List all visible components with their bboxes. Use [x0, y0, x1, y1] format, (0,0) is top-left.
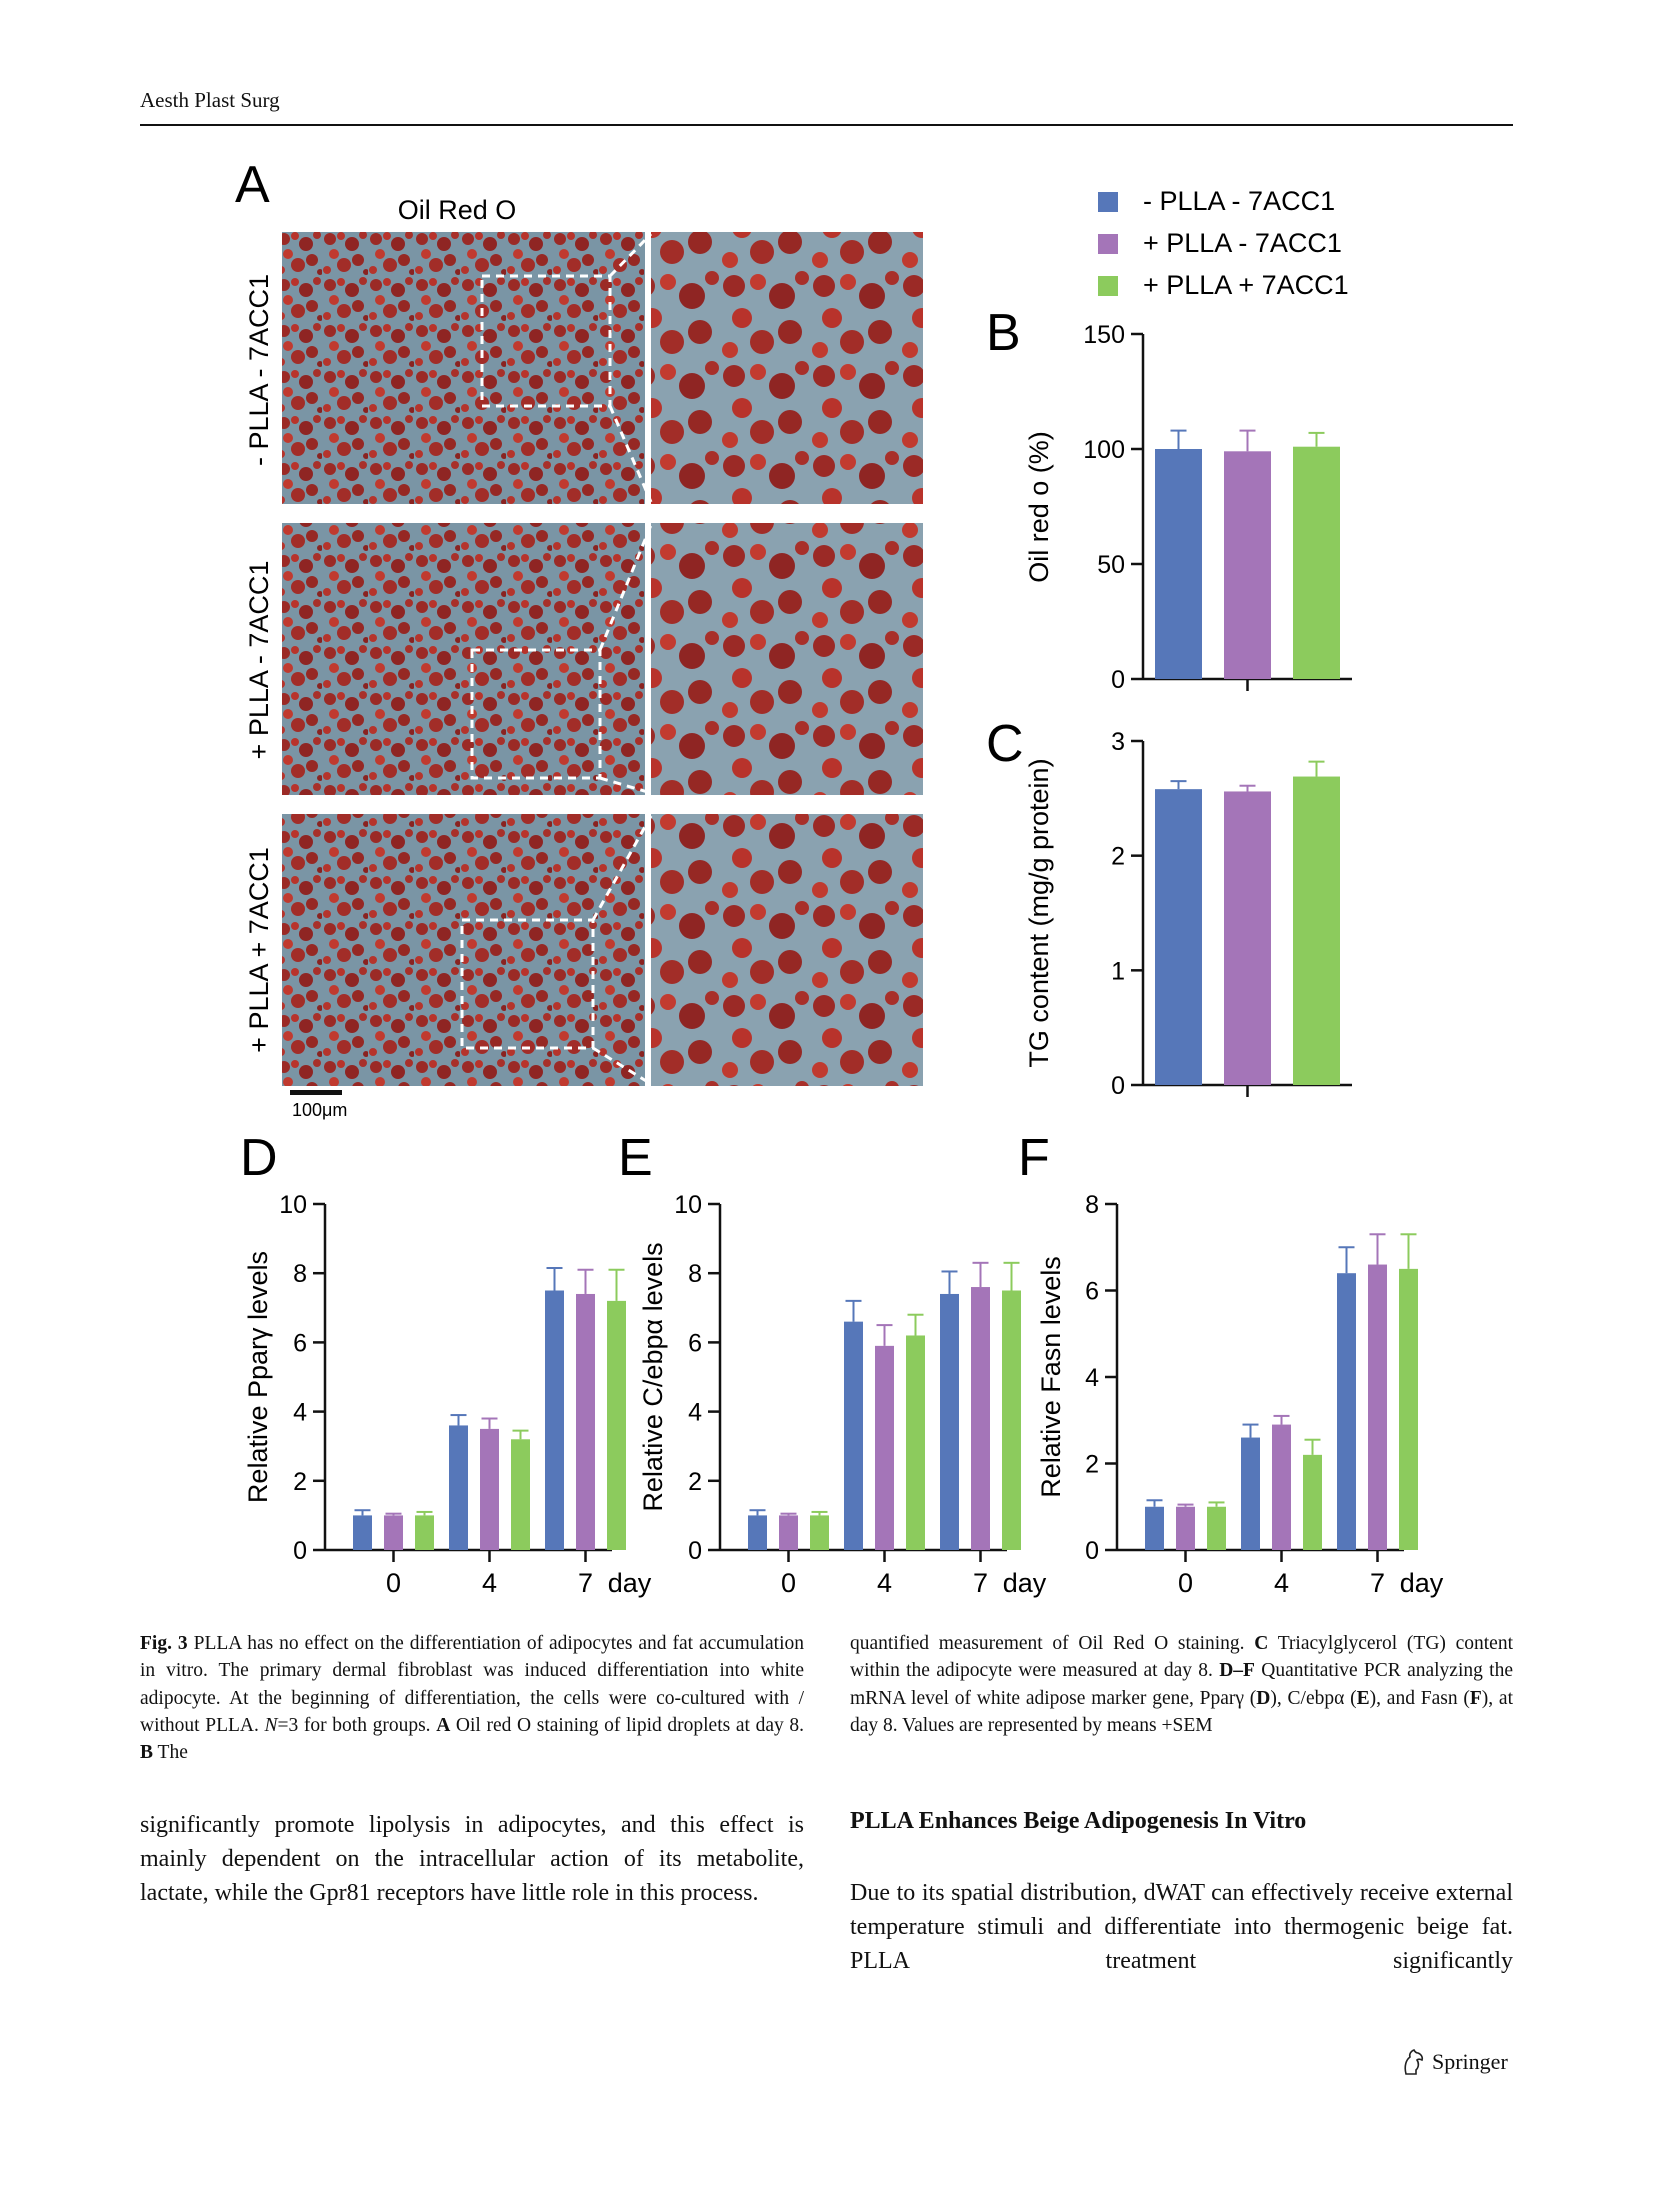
caption-ref-d: D — [1256, 1687, 1271, 1709]
bar — [844, 1322, 863, 1550]
caption-text: PLLA has no effect on the differentiation of adipocytes and fat accumulation in vitro. The primary dermal fibroblast was induced differentiation into white adipocyte. At the beginning of differentiation, the cells were co-cultured with / without PLLA. — [140, 1633, 804, 1736]
legend-label-1: - PLLA - 7ACC1 — [1143, 186, 1336, 216]
y-axis-label: Relative C/ebpα levels — [638, 1242, 668, 1512]
caption-text: ), at day 8. Values are represented by means +SEM — [850, 1687, 1513, 1736]
bar — [1303, 1455, 1322, 1550]
bar — [576, 1294, 595, 1550]
legend-label-2: + PLLA - 7ACC1 — [1143, 228, 1342, 258]
x-tick-label: 7 — [577, 1568, 594, 1598]
y-tick-label: 6 — [1085, 1277, 1099, 1306]
row-label-1: - PLLA - 7ACC1 — [244, 273, 274, 467]
legend-label-3: + PLLA + 7ACC1 — [1143, 270, 1349, 300]
chart-c — [1024, 728, 1352, 1100]
y-tick-label: 6 — [688, 1329, 702, 1358]
body-paragraph-right: Due to its spatial distribution, dWAT can effectively receive external temperature stimuli and differentiate into thermogenic beige fat. PLLA treatment significantly — [850, 1880, 1513, 1974]
bar — [779, 1515, 798, 1550]
caption-ref-c: C — [1254, 1633, 1269, 1654]
bar — [511, 1439, 530, 1550]
bar — [748, 1515, 767, 1550]
y-tick-label: 3 — [1111, 728, 1125, 756]
y-tick-label: 10 — [279, 1191, 307, 1219]
bar — [1399, 1269, 1418, 1550]
y-tick-label: 2 — [1111, 842, 1125, 871]
section-heading: PLLA Enhances Beige Adipogenesis In Vitro — [850, 1808, 1307, 1834]
x-tick-label: 4 — [481, 1568, 498, 1598]
bar — [1224, 451, 1271, 679]
x-tick-label: 0 — [385, 1568, 402, 1598]
x-tick-label: 4 — [876, 1568, 893, 1598]
panel-letter-d: D — [240, 1129, 278, 1187]
bar — [906, 1335, 925, 1550]
caption-text: =3 for both groups. — [277, 1714, 437, 1736]
bar — [1207, 1507, 1226, 1550]
legend-swatch-1 — [1098, 192, 1118, 212]
bar — [810, 1515, 829, 1550]
bar — [940, 1294, 959, 1550]
x-tick-label: 0 — [1177, 1568, 1194, 1598]
y-tick-label: 6 — [293, 1329, 307, 1358]
caption-text: Triacylglycerol (TG) content within the adipocyte were measured at day 8. — [850, 1633, 1513, 1682]
bar — [1368, 1265, 1387, 1550]
bar — [1176, 1507, 1195, 1550]
y-tick-label: 8 — [293, 1260, 307, 1289]
y-tick-label: 2 — [688, 1467, 702, 1496]
bar — [1002, 1291, 1021, 1551]
y-tick-label: 0 — [293, 1537, 307, 1565]
bar — [353, 1515, 372, 1550]
springer-horse-icon — [1400, 2048, 1426, 2076]
scale-bar — [290, 1090, 342, 1095]
x-tick-label: 7 — [1369, 1568, 1386, 1598]
chart-b — [1024, 321, 1352, 694]
y-tick-label: 0 — [1085, 1537, 1099, 1565]
panel-letter-a: A — [235, 156, 270, 214]
bar — [1272, 1425, 1291, 1550]
bar — [480, 1429, 499, 1550]
caption-text: Quantitative PCR analyzing the mRNA level of white adipose marker gene, Pparγ ( — [850, 1660, 1513, 1709]
panel-letter-c: C — [986, 715, 1024, 773]
x-axis-label: day — [1002, 1568, 1047, 1598]
y-axis-label: TG content (mg/g protein) — [1024, 758, 1054, 1068]
caption-fig-label: Fig. 3 — [140, 1633, 188, 1654]
caption-ref-a: A — [436, 1714, 451, 1736]
bar — [1293, 777, 1340, 1085]
y-tick-label: 4 — [1085, 1364, 1099, 1392]
x-axis-label: day — [1399, 1568, 1444, 1598]
caption-ref-f: F — [1469, 1687, 1482, 1709]
bar — [1293, 447, 1340, 679]
y-tick-label: 50 — [1097, 551, 1125, 579]
row-label-3: + PLLA + 7ACC1 — [244, 847, 274, 1053]
y-tick-label: 4 — [688, 1398, 702, 1427]
panel-letter-e: E — [618, 1129, 653, 1187]
bar — [1155, 789, 1202, 1085]
bar — [971, 1287, 990, 1550]
caption-n: N — [264, 1714, 278, 1736]
bar — [1241, 1438, 1260, 1550]
x-tick-label: 7 — [972, 1568, 989, 1598]
micrograph-row-2 — [282, 523, 923, 795]
bar — [1145, 1507, 1164, 1550]
panel-a-title: Oil Red O — [397, 195, 517, 225]
panel-letter-b: B — [986, 304, 1021, 362]
bar — [449, 1425, 468, 1550]
figure-caption-left — [140, 1630, 804, 1766]
y-tick-label: 100 — [1083, 436, 1125, 464]
caption-text: ), C/ebpα ( — [1270, 1687, 1357, 1709]
legend-swatch-2 — [1098, 234, 1118, 254]
body-paragraph-left: significantly promote lipolysis in adipocytes, and this effect is mainly dependent on the intracellular action of its metabolite, lactate, while the Gpr81 receptors have little role in this process. — [140, 1812, 804, 1906]
legend — [1098, 186, 1349, 300]
row-label-2: + PLLA - 7ACC1 — [244, 560, 274, 760]
chart-d — [243, 1191, 652, 1598]
y-axis-label: Relative Fasn levels — [1036, 1256, 1066, 1498]
micrograph-row-3 — [282, 814, 923, 1086]
caption-ref-b: B — [140, 1742, 154, 1764]
bar — [1224, 791, 1271, 1085]
x-tick-label: 4 — [1273, 1568, 1290, 1598]
y-tick-label: 2 — [293, 1467, 307, 1496]
x-tick-label: 0 — [780, 1568, 797, 1598]
y-tick-label: 0 — [1111, 666, 1125, 694]
y-tick-label: 10 — [674, 1191, 702, 1219]
bar — [1337, 1273, 1356, 1550]
caption-text: ), and Fasn ( — [1369, 1687, 1470, 1709]
publisher-logo — [1400, 2048, 1508, 2076]
x-axis-label: day — [607, 1568, 652, 1598]
y-tick-label: 0 — [1111, 1072, 1125, 1100]
y-tick-label: 2 — [1085, 1450, 1099, 1479]
y-axis-label: Relative Pparγ levels — [243, 1250, 273, 1504]
bar — [545, 1291, 564, 1551]
y-tick-label: 8 — [1085, 1191, 1099, 1219]
legend-swatch-3 — [1098, 276, 1118, 296]
panel-letter-f: F — [1018, 1129, 1050, 1187]
bar — [607, 1301, 626, 1550]
y-tick-label: 0 — [688, 1537, 702, 1565]
chart-f — [1036, 1191, 1444, 1598]
scale-bar-label: 100μm — [292, 1100, 348, 1120]
publisher-name: Springer — [1432, 2049, 1508, 2074]
y-tick-label: 150 — [1083, 321, 1125, 349]
bar — [1155, 449, 1202, 679]
y-tick-label: 1 — [1111, 957, 1125, 986]
y-tick-label: 4 — [293, 1398, 307, 1427]
bar — [875, 1346, 894, 1550]
micrograph-row-1 — [282, 232, 923, 504]
caption-text: Oil red O staining of lipid droplets at day 8. — [450, 1714, 804, 1736]
bar — [384, 1515, 403, 1550]
journal-header: Aesth Plast Surg — [140, 88, 280, 112]
chart-e — [638, 1191, 1047, 1598]
caption-text: quantified measurement of Oil Red O staining. — [850, 1633, 1255, 1654]
y-tick-label: 8 — [688, 1260, 702, 1289]
y-axis-label: Oil red o (%) — [1024, 431, 1054, 583]
figure-caption-right — [850, 1630, 1513, 1739]
bar — [415, 1515, 434, 1550]
caption-ref-df: D–F — [1219, 1660, 1255, 1682]
caption-text: The — [153, 1742, 188, 1764]
caption-ref-e: E — [1356, 1687, 1370, 1709]
